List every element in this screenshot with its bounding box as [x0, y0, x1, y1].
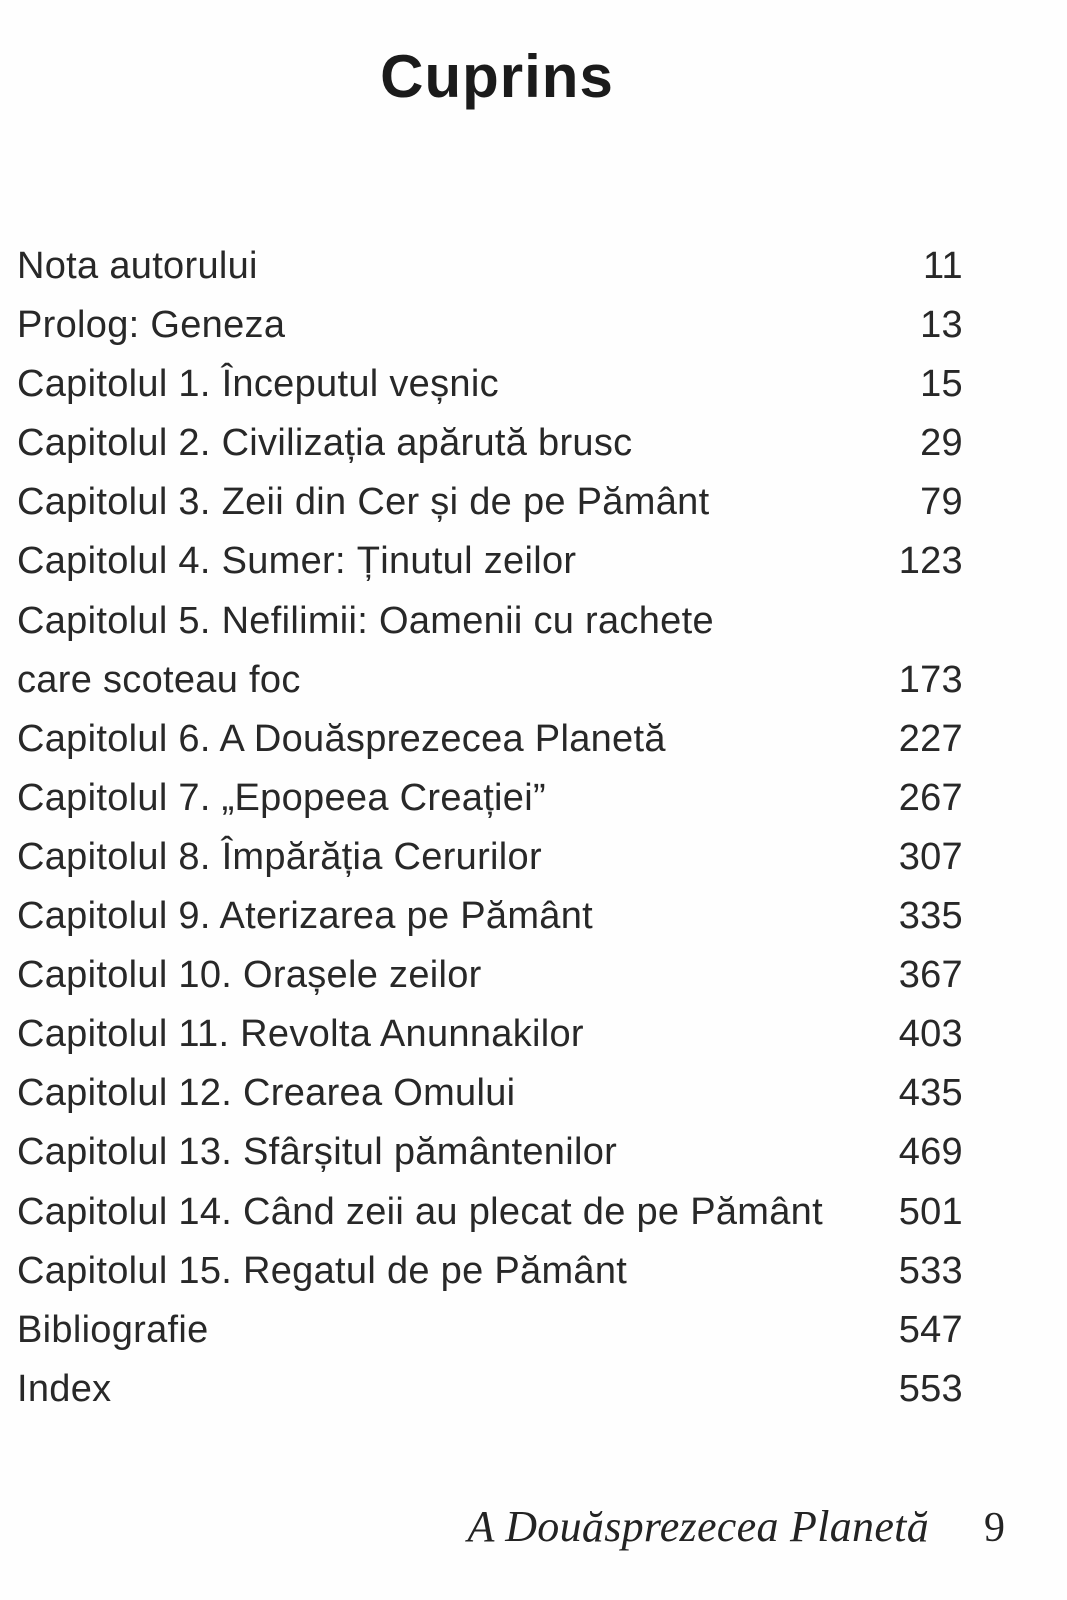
toc-entry	[17, 769, 963, 828]
toc-entry-label: Capitolul 15. Regatul de pe Pământ	[17, 1249, 628, 1292]
toc-entry-page: 533	[898, 1249, 963, 1292]
toc-entry	[17, 1064, 963, 1123]
toc-entry-label: Index	[17, 1367, 112, 1410]
toc-entry-label: Capitolul 14. Când zeii au plecat de pe Pământ	[17, 1190, 823, 1233]
toc-entry	[17, 946, 963, 1005]
toc-entry-page: 553	[898, 1367, 963, 1410]
toc-entry-page: 435	[898, 1072, 963, 1115]
toc-entry-label: Prolog: Geneza	[17, 304, 286, 347]
toc-entry	[17, 1005, 963, 1064]
toc-entry-page: 173	[898, 658, 963, 701]
toc-entry-label: Capitolul 7. „Epopeea Creației”	[17, 776, 546, 819]
toc-entry-label: Capitolul 9. Aterizarea pe Pământ	[17, 895, 594, 938]
toc-entry-page: 227	[898, 717, 963, 760]
toc-entry-page: 469	[898, 1131, 963, 1174]
footer-book-title: A Douăsprezecea Planetă	[467, 1502, 929, 1551]
toc-entry-label: Capitolul 4. Sumer: Ținutul zeilor	[17, 540, 577, 583]
toc-entry-page: 367	[898, 954, 963, 997]
toc-entry-label: Nota autorului	[17, 245, 258, 287]
table-of-contents	[17, 237, 963, 1419]
toc-entry-label: Capitolul 13. Sfârșitul pământenilor	[17, 1131, 618, 1174]
toc-entry-page: 123	[898, 540, 963, 583]
toc-entry	[17, 1183, 963, 1242]
toc-entry	[17, 592, 963, 651]
toc-entry	[17, 710, 963, 769]
page-footer	[0, 1501, 1005, 1552]
toc-entry-label: Capitolul 5. Nefilimii: Oamenii cu rachete	[17, 599, 714, 642]
toc-entry-label: Capitolul 12. Crearea Omului	[17, 1072, 516, 1115]
toc-entry-label: Capitolul 3. Zeii din Cer și de pe Pământ	[17, 481, 710, 524]
toc-entry-page: 79	[920, 481, 963, 524]
toc-entry	[17, 828, 963, 887]
toc-entry-label: care scoteau foc	[17, 658, 301, 701]
toc-entry-page: 547	[898, 1308, 963, 1351]
toc-entry-page: 11	[922, 245, 963, 287]
toc-entry	[17, 237, 963, 296]
toc-entry-page: 267	[898, 776, 963, 819]
toc-entry-label: Capitolul 1. Începutul veșnic	[17, 363, 499, 406]
toc-entry	[17, 651, 963, 710]
toc-entry-label: Capitolul 11. Revolta Anunnakilor	[17, 1013, 584, 1056]
toc-entry-page: 501	[898, 1190, 963, 1233]
toc-entry	[17, 532, 963, 591]
toc-entry	[17, 296, 963, 355]
toc-entry-label: Bibliografie	[17, 1308, 209, 1351]
toc-entry	[17, 1123, 963, 1182]
toc-entry-page: 335	[898, 895, 963, 938]
page-title: Cuprins	[380, 43, 614, 110]
toc-entry-label: Capitolul 10. Orașele zeilor	[17, 954, 482, 997]
toc-entry-label: Capitolul 8. Împărăția Cerurilor	[17, 835, 542, 878]
toc-entry-label: Capitolul 2. Civilizația apărută brusc	[17, 422, 633, 465]
toc-entry-page: 13	[920, 304, 963, 347]
toc-entry	[17, 1301, 963, 1360]
toc-entry	[17, 1242, 963, 1301]
toc-entry-page: 307	[898, 835, 963, 878]
toc-entry	[17, 355, 963, 414]
footer-page-number: 9	[984, 1505, 1005, 1551]
toc-entry-page: 15	[920, 363, 963, 406]
toc-entry	[17, 473, 963, 532]
toc-entry	[17, 1360, 963, 1419]
toc-entry-label: Capitolul 6. A Douăsprezecea Planetă	[17, 717, 666, 760]
toc-entry	[17, 887, 963, 946]
toc-entry	[17, 414, 963, 473]
toc-entry-page: 403	[898, 1013, 963, 1056]
toc-entry-page: 29	[920, 422, 963, 465]
